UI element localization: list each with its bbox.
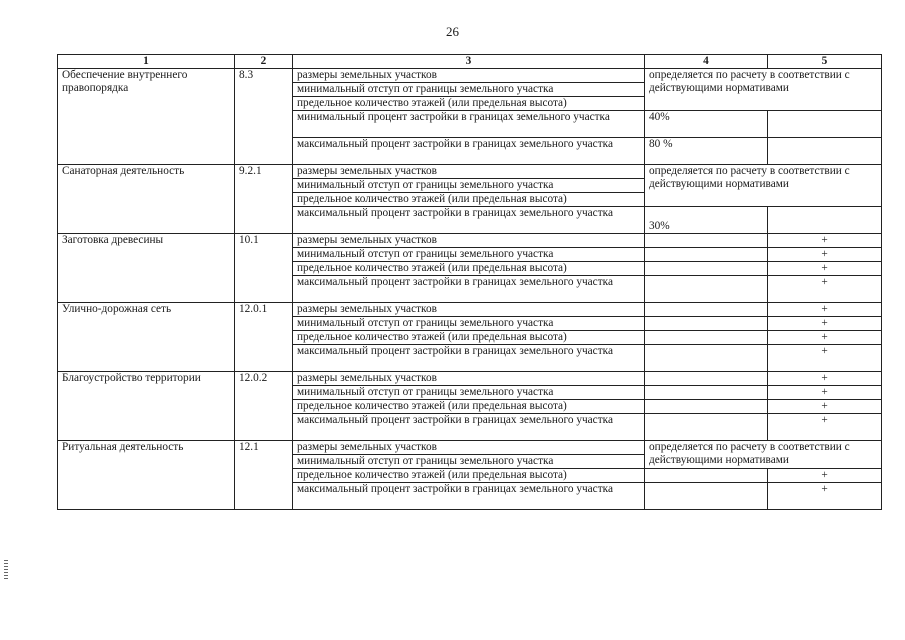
- plus-mark: +: [768, 262, 882, 276]
- value-cell: [645, 469, 768, 483]
- param-cell: максимальный процент застройки в границах земельного участка: [293, 483, 645, 510]
- param-cell: максимальный процент застройки в границах земельного участка: [293, 414, 645, 441]
- use-type-code: 10.1: [235, 234, 293, 303]
- plus-mark: +: [768, 386, 882, 400]
- value-cell: 80 %: [645, 138, 768, 165]
- use-type-code: 8.3: [235, 69, 293, 165]
- plus-mark: +: [768, 372, 882, 386]
- page-number: 26: [446, 24, 459, 39]
- plus-mark: +: [768, 234, 882, 248]
- param-cell: предельное количество этажей (или предельная высота): [293, 331, 645, 345]
- param-cell: минимальный процент застройки в границах земельного участка: [293, 111, 645, 138]
- param-cell: предельное количество этажей (или предельная высота): [293, 400, 645, 414]
- param-cell: минимальный отступ от границы земельного участка: [293, 248, 645, 262]
- param-cell: минимальный отступ от границы земельного участка: [293, 83, 645, 97]
- value-cell: [645, 345, 768, 372]
- value-cell: [768, 111, 882, 138]
- plus-mark: +: [768, 248, 882, 262]
- value-cell: [645, 262, 768, 276]
- value-cell: [768, 138, 882, 165]
- plus-mark: +: [768, 469, 882, 483]
- header-row: [58, 55, 882, 69]
- value-cell: [645, 248, 768, 262]
- table-row: [58, 441, 882, 455]
- header-cell-4: 4: [645, 55, 768, 69]
- land-use-parameters-table: [57, 54, 882, 510]
- value-cell: [645, 400, 768, 414]
- param-cell: максимальный процент застройки в границах земельного участка: [293, 207, 645, 234]
- param-cell: максимальный процент застройки в границах земельного участка: [293, 276, 645, 303]
- param-cell: размеры земельных участков: [293, 69, 645, 83]
- param-cell: размеры земельных участков: [293, 165, 645, 179]
- param-cell: максимальный процент застройки в границах земельного участка: [293, 138, 645, 165]
- use-type-code: 12.0.1: [235, 303, 293, 372]
- param-cell: размеры земельных участков: [293, 372, 645, 386]
- use-type-name: Заготовка древесины: [58, 234, 235, 303]
- value-cell: [645, 386, 768, 400]
- plus-mark: +: [768, 345, 882, 372]
- value-cell: 40%: [645, 111, 768, 138]
- use-type-code: 9.2.1: [235, 165, 293, 234]
- use-type-code: 12.1: [235, 441, 293, 510]
- plus-mark: +: [768, 483, 882, 510]
- param-cell: размеры земельных участков: [293, 234, 645, 248]
- value-cell: [645, 276, 768, 303]
- header-cell-2: 2: [235, 55, 293, 69]
- param-cell: минимальный отступ от границы земельного участка: [293, 179, 645, 193]
- plus-mark: +: [768, 303, 882, 317]
- param-cell: предельное количество этажей (или предельная высота): [293, 97, 645, 111]
- use-type-name: Благоустройство территории: [58, 372, 235, 441]
- header-cell-5: 5: [768, 55, 882, 69]
- param-cell: минимальный отступ от границы земельного участка: [293, 386, 645, 400]
- param-cell: размеры земельных участков: [293, 441, 645, 455]
- rule-cell: определяется по расчету в соответствии с действующими нормативами: [645, 165, 882, 207]
- scan-margin-marks: [4, 560, 8, 580]
- value-cell: [645, 414, 768, 441]
- plus-mark: +: [768, 331, 882, 345]
- param-cell: предельное количество этажей (или предельная высота): [293, 193, 645, 207]
- use-type-name: Ритуальная деятельность: [58, 441, 235, 510]
- use-type-code: 12.0.2: [235, 372, 293, 441]
- param-cell: минимальный отступ от границы земельного участка: [293, 455, 645, 469]
- plus-mark: +: [768, 276, 882, 303]
- param-cell: максимальный процент застройки в границах земельного участка: [293, 345, 645, 372]
- use-type-name: Улично-дорожная сеть: [58, 303, 235, 372]
- header-cell-1: 1: [58, 55, 235, 69]
- value-cell: [645, 303, 768, 317]
- use-type-name: Обеспечение внутреннего правопорядка: [58, 69, 235, 165]
- table-row: [58, 234, 882, 248]
- value-cell: [645, 234, 768, 248]
- value-cell: 30%: [645, 207, 768, 234]
- value-cell: [645, 331, 768, 345]
- use-type-name: Санаторная деятельность: [58, 165, 235, 234]
- param-cell: предельное количество этажей (или предельная высота): [293, 469, 645, 483]
- header-cell-3: 3: [293, 55, 645, 69]
- value-cell: [645, 317, 768, 331]
- table-row: [58, 372, 882, 386]
- table-row: [58, 69, 882, 83]
- value-cell: [768, 207, 882, 234]
- param-cell: предельное количество этажей (или предельная высота): [293, 262, 645, 276]
- plus-mark: +: [768, 400, 882, 414]
- value-cell: [645, 483, 768, 510]
- rule-cell: определяется по расчету в соответствии с действующими нормативами: [645, 441, 882, 469]
- rule-cell: определяется по расчету в соответствии с действующими нормативами: [645, 69, 882, 111]
- table-row: [58, 165, 882, 179]
- table-row: [58, 303, 882, 317]
- param-cell: размеры земельных участков: [293, 303, 645, 317]
- plus-mark: +: [768, 414, 882, 441]
- param-cell: минимальный отступ от границы земельного участка: [293, 317, 645, 331]
- plus-mark: +: [768, 317, 882, 331]
- value-cell: [645, 372, 768, 386]
